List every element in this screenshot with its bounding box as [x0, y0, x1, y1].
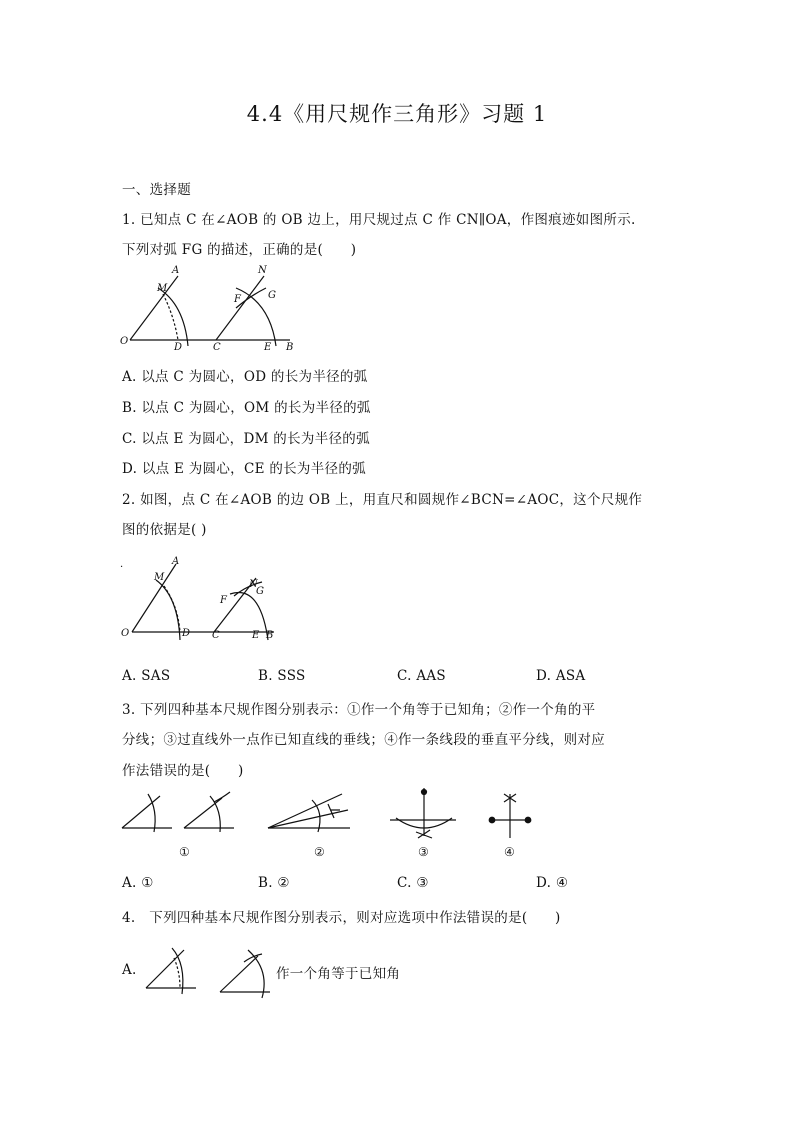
q2-option-d: D. ASA — [536, 668, 586, 684]
q4-stem: 4. 下列四种基本尺规作图分别表示，则对应选项中作法错误的是( ) — [122, 910, 561, 926]
q3-figures — [118, 786, 548, 862]
q1-figure — [118, 264, 298, 354]
q4-option-a-figure — [140, 940, 270, 1000]
q1-label-G: G — [268, 290, 276, 301]
q4-option-a-letter: A. — [122, 962, 137, 978]
q3-label-1: ① — [179, 845, 190, 859]
q2-label-C: C — [212, 630, 220, 641]
q1-label-A: A — [172, 265, 180, 276]
q3-label-2: ② — [314, 845, 325, 859]
q2-figure — [118, 556, 288, 646]
q1-label-F: F — [234, 294, 241, 305]
q1-option-d: D. 以点 E 为圆心，CE 的长为半径的弧 — [122, 461, 366, 477]
q2-stem-line1: 2. 如图，点 C 在∠AOB 的边 OB 上，用直尺和圆规作∠BCN=∠AOC，这个尺规作 — [122, 492, 643, 508]
q2-label-G: G — [256, 586, 264, 597]
q2-label-A: A — [172, 556, 180, 567]
q1-label-C: C — [213, 342, 221, 353]
q3-label-4: ④ — [504, 845, 515, 859]
q3-option-c: C. ③ — [397, 875, 429, 891]
q2-label-D: D — [182, 628, 191, 639]
q1-option-b: B. 以点 C 为圆心，OM 的长为半径的弧 — [122, 400, 371, 416]
q2-corner-mark: · — [120, 562, 124, 573]
q1-option-a: A. 以点 C 为圆心，OD 的长为半径的弧 — [122, 369, 368, 385]
q3-stem-line1: 3. 下列四种基本尺规作图分别表示：①作一个角等于已知角；②作一个角的平 — [122, 702, 596, 718]
q2-label-M: M — [154, 572, 165, 583]
q1-stem-line2: 下列对弧 FG 的描述，正确的是( ) — [122, 242, 357, 258]
q1-stem-line1: 1. 已知点 C 在∠AOB 的 OB 边上，用尺规过点 C 作 CN∥OA，作图痕迹如图所示. — [122, 212, 636, 228]
page-title: 4.4《用尺规作三角形》习题 1 — [246, 102, 548, 126]
q3-label-3: ③ — [418, 845, 429, 859]
q1-label-D: D — [174, 342, 183, 353]
q3-option-d: D. ④ — [536, 875, 569, 891]
q1-label-E: E — [264, 342, 272, 353]
q2-option-a: A. SAS — [122, 668, 171, 684]
q2-option-c: C. AAS — [397, 668, 446, 684]
q2-stem-line2: 图的依据是( ) — [122, 522, 207, 538]
q1-label-N: N — [258, 265, 267, 276]
q2-label-N: N — [249, 579, 258, 590]
q3-option-a: A. ① — [122, 875, 154, 891]
q4-option-a-text: 作一个角等于已知角 — [276, 966, 401, 982]
q3-stem-line3: 作法错误的是( ) — [122, 763, 244, 779]
section-heading: 一、选择题 — [122, 182, 191, 198]
q3-option-b: B. ② — [258, 875, 290, 891]
q1-option-c: C. 以点 E 为圆心，DM 的长为半径的弧 — [122, 431, 370, 447]
q2-option-b: B. SSS — [258, 668, 306, 684]
q1-label-M: M — [157, 283, 168, 294]
q3-stem-line2: 分线；③过直线外一点作已知直线的垂线；④作一条线段的垂直平分线，则对应 — [122, 732, 605, 748]
q2-label-F: F — [220, 595, 227, 606]
q2-label-O: O — [121, 628, 130, 639]
q2-label-E: E — [252, 630, 260, 641]
q1-label-O: O — [120, 336, 129, 347]
q1-label-B: B — [286, 342, 294, 353]
q2-label-B: B — [266, 630, 274, 641]
